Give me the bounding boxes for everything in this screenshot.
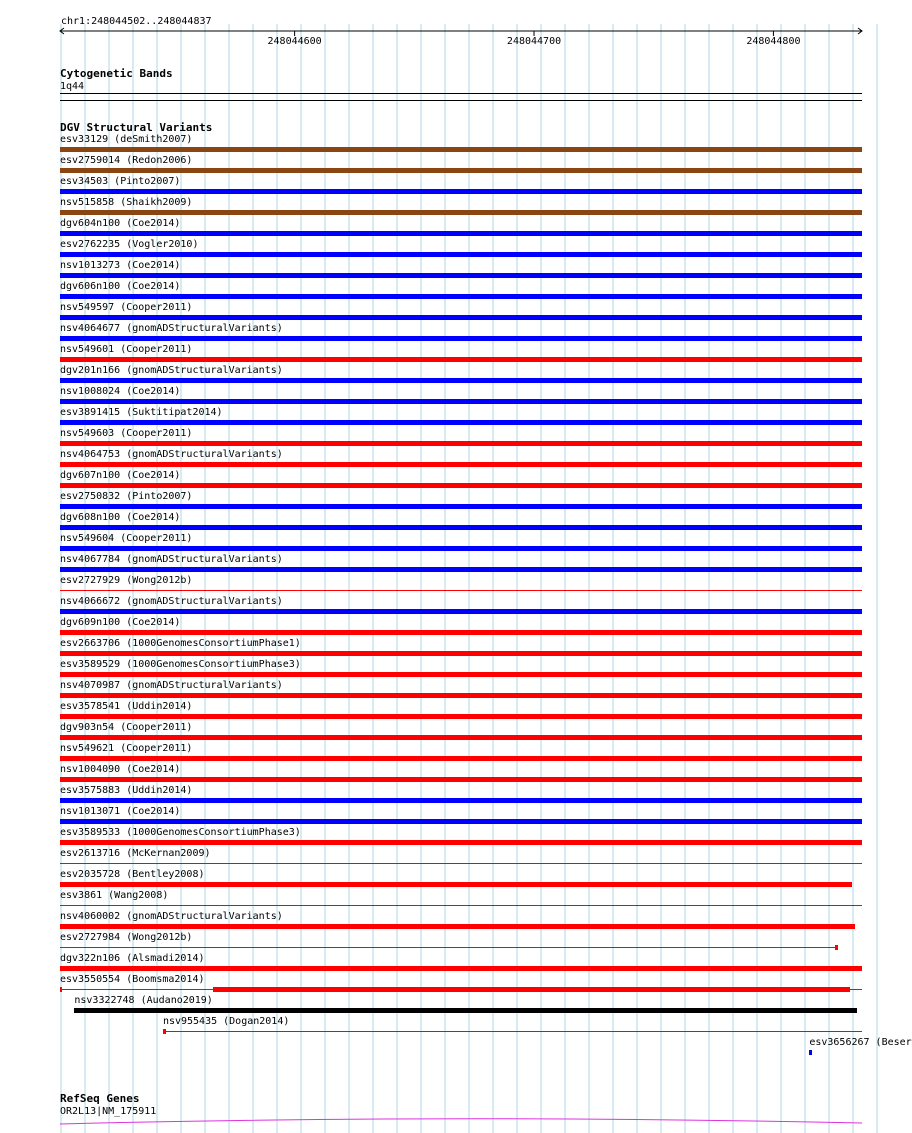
dgv-feature-label[interactable]: nsv3322748 (Audano2019) <box>74 995 213 1006</box>
dgv-feature-label[interactable]: dgv903n54 (Cooper2011) <box>60 722 193 733</box>
dgv-feature-label[interactable]: dgv201n166 (gnomADStructuralVariants) <box>60 365 283 376</box>
dgv-feature-bar[interactable] <box>60 609 862 614</box>
dgv-feature-bar[interactable] <box>60 777 862 782</box>
dgv-feature-bar[interactable] <box>60 966 862 971</box>
dgv-feature-label[interactable]: esv2759014 (Redon2006) <box>60 155 193 166</box>
dgv-feature-label[interactable]: dgv609n100 (Coe2014) <box>60 617 181 628</box>
dgv-feature-label[interactable]: esv3575883 (Uddin2014) <box>60 785 193 796</box>
dgv-feature-cap[interactable] <box>835 945 838 950</box>
dgv-feature-bar[interactable] <box>60 483 862 488</box>
dgv-feature-label[interactable]: esv3578541 (Uddin2014) <box>60 701 193 712</box>
dgv-feature-label[interactable]: esv33129 (deSmith2007) <box>60 134 193 145</box>
dgv-feature-label[interactable]: esv2727984 (Wong2012b) <box>60 932 193 943</box>
refseq-gene-label[interactable]: OR2L13|NM_175911 <box>60 1106 157 1117</box>
dgv-feature-bar[interactable] <box>60 672 862 677</box>
location-label: chr1:248044502..248044837 <box>61 16 212 27</box>
track-title-refseq[interactable]: RefSeq Genes <box>60 1092 140 1105</box>
dgv-feature-label[interactable]: esv2762235 (Vogler2010) <box>60 239 199 250</box>
dgv-feature-label[interactable]: dgv604n100 (Coe2014) <box>60 218 181 229</box>
dgv-feature-bar[interactable] <box>60 714 862 719</box>
dgv-feature-label[interactable]: nsv4070987 (gnomADStructuralVariants) <box>60 680 283 691</box>
dgv-feature-label[interactable]: esv3861 (Wang2008) <box>60 890 169 901</box>
cytoband-line <box>60 93 862 94</box>
ruler-tick-label: 248044700 <box>506 36 562 47</box>
refseq-gene-feature[interactable] <box>0 1112 890 1132</box>
dgv-feature-label[interactable]: nsv549601 (Cooper2011) <box>60 344 193 355</box>
dgv-feature-label[interactable]: nsv4064677 (gnomADStructuralVariants) <box>60 323 283 334</box>
dgv-feature-label[interactable]: nsv1004090 (Coe2014) <box>60 764 181 775</box>
cytoband-line-lower <box>60 100 862 101</box>
dgv-feature-bar[interactable] <box>60 315 862 320</box>
refseq-gene-line <box>60 1119 862 1124</box>
dgv-feature-bar[interactable] <box>60 924 855 929</box>
dgv-feature-label[interactable]: esv2663706 (1000GenomesConsortiumPhase1) <box>60 638 301 649</box>
dgv-feature-label[interactable]: esv2750832 (Pinto2007) <box>60 491 193 502</box>
dgv-feature-bar[interactable] <box>809 1050 811 1055</box>
dgv-feature-label[interactable]: dgv608n100 (Coe2014) <box>60 512 181 523</box>
dgv-feature-label[interactable]: esv3589533 (1000GenomesConsortiumPhase3) <box>60 827 301 838</box>
dgv-feature-label[interactable]: esv2613716 (McKernan2009) <box>60 848 211 859</box>
dgv-feature-label[interactable]: nsv549621 (Cooper2011) <box>60 743 193 754</box>
dgv-feature-label[interactable]: nsv1013071 (Coe2014) <box>60 806 181 817</box>
dgv-feature-bar[interactable] <box>60 357 862 362</box>
dgv-feature-label[interactable]: nsv955435 (Dogan2014) <box>162 1016 290 1027</box>
dgv-feature-bar[interactable] <box>60 189 862 194</box>
dgv-feature-bar[interactable] <box>60 987 62 992</box>
dgv-feature-bar[interactable] <box>60 147 862 152</box>
ruler[interactable] <box>0 0 890 60</box>
dgv-feature-label[interactable]: nsv515858 (Shaikh2009) <box>60 197 193 208</box>
dgv-feature-label[interactable]: dgv322n106 (Alsmadi2014) <box>60 953 205 964</box>
dgv-feature-label[interactable]: nsv4064753 (gnomADStructuralVariants) <box>60 449 283 460</box>
dgv-feature-bar[interactable] <box>60 798 862 803</box>
dgv-feature-bar[interactable] <box>60 294 862 299</box>
dgv-feature-line[interactable] <box>163 1031 862 1032</box>
dgv-feature-label[interactable]: esv34503 (Pinto2007) <box>60 176 181 187</box>
dgv-feature-bar[interactable] <box>60 378 862 383</box>
dgv-feature-bar[interactable] <box>60 882 852 887</box>
dgv-feature-line[interactable] <box>60 947 838 948</box>
dgv-feature-line[interactable] <box>60 590 862 591</box>
dgv-feature-bar[interactable] <box>60 819 862 824</box>
ruler-tick-label: 248044600 <box>267 36 322 47</box>
dgv-feature-bar[interactable] <box>60 462 862 467</box>
dgv-feature-label[interactable]: nsv4067784 (gnomADStructuralVariants) <box>60 554 283 565</box>
dgv-feature-bar[interactable] <box>60 651 862 656</box>
dgv-feature-bar[interactable] <box>60 504 862 509</box>
dgv-feature-label[interactable]: esv2035728 (Bentley2008) <box>60 869 205 880</box>
dgv-feature-bar[interactable] <box>74 1008 857 1013</box>
dgv-feature-bar[interactable] <box>60 693 862 698</box>
dgv-feature-line[interactable] <box>60 905 862 906</box>
dgv-feature-bar[interactable] <box>213 987 850 992</box>
dgv-feature-bar[interactable] <box>60 735 862 740</box>
ruler-tick-label: 248044800 <box>746 36 801 47</box>
dgv-feature-bar[interactable] <box>60 840 862 845</box>
cytoband-label: 1q44 <box>60 81 85 92</box>
dgv-feature-label[interactable]: nsv1008024 (Coe2014) <box>60 386 181 397</box>
dgv-feature-bar[interactable] <box>60 399 862 404</box>
dgv-feature-label[interactable]: dgv606n100 (Coe2014) <box>60 281 181 292</box>
dgv-feature-bar[interactable] <box>60 252 862 257</box>
dgv-feature-cap[interactable] <box>163 1029 166 1034</box>
dgv-feature-label[interactable]: esv3656267 (Beser <box>809 1037 912 1048</box>
dgv-feature-bar[interactable] <box>60 756 862 761</box>
dgv-feature-bar[interactable] <box>60 567 862 572</box>
dgv-feature-label[interactable]: dgv607n100 (Coe2014) <box>60 470 181 481</box>
dgv-feature-bar[interactable] <box>60 336 862 341</box>
dgv-feature-bar[interactable] <box>60 441 862 446</box>
dgv-feature-label[interactable]: nsv549604 (Cooper2011) <box>60 533 193 544</box>
track-title-dgv[interactable]: DGV Structural Variants <box>60 121 213 134</box>
dgv-feature-label[interactable]: nsv4066672 (gnomADStructuralVariants) <box>60 596 283 607</box>
track-title-cytoband[interactable]: Cytogenetic Bands <box>60 67 173 80</box>
dgv-feature-bar[interactable] <box>60 231 862 236</box>
dgv-feature-bar[interactable] <box>60 630 862 635</box>
dgv-feature-label[interactable]: nsv1013273 (Coe2014) <box>60 260 181 271</box>
dgv-feature-label[interactable]: nsv549603 (Cooper2011) <box>60 428 193 439</box>
dgv-feature-label[interactable]: nsv4060002 (gnomADStructuralVariants) <box>60 911 283 922</box>
dgv-feature-label[interactable]: nsv549597 (Cooper2011) <box>60 302 193 313</box>
dgv-feature-bar[interactable] <box>60 546 862 551</box>
dgv-feature-bar[interactable] <box>60 273 862 278</box>
dgv-feature-bar[interactable] <box>60 168 862 173</box>
dgv-feature-label[interactable]: esv2727929 (Wong2012b) <box>60 575 193 586</box>
dgv-feature-bar[interactable] <box>60 210 862 215</box>
dgv-feature-bar[interactable] <box>60 420 862 425</box>
dgv-feature-label[interactable]: esv3550554 (Boomsma2014) <box>60 974 205 985</box>
dgv-feature-line[interactable] <box>60 863 862 864</box>
dgv-feature-label[interactable]: esv3891415 (Suktitipat2014) <box>60 407 223 418</box>
dgv-feature-label[interactable]: esv3589529 (1000GenomesConsortiumPhase3) <box>60 659 301 670</box>
dgv-feature-bar[interactable] <box>60 525 862 530</box>
